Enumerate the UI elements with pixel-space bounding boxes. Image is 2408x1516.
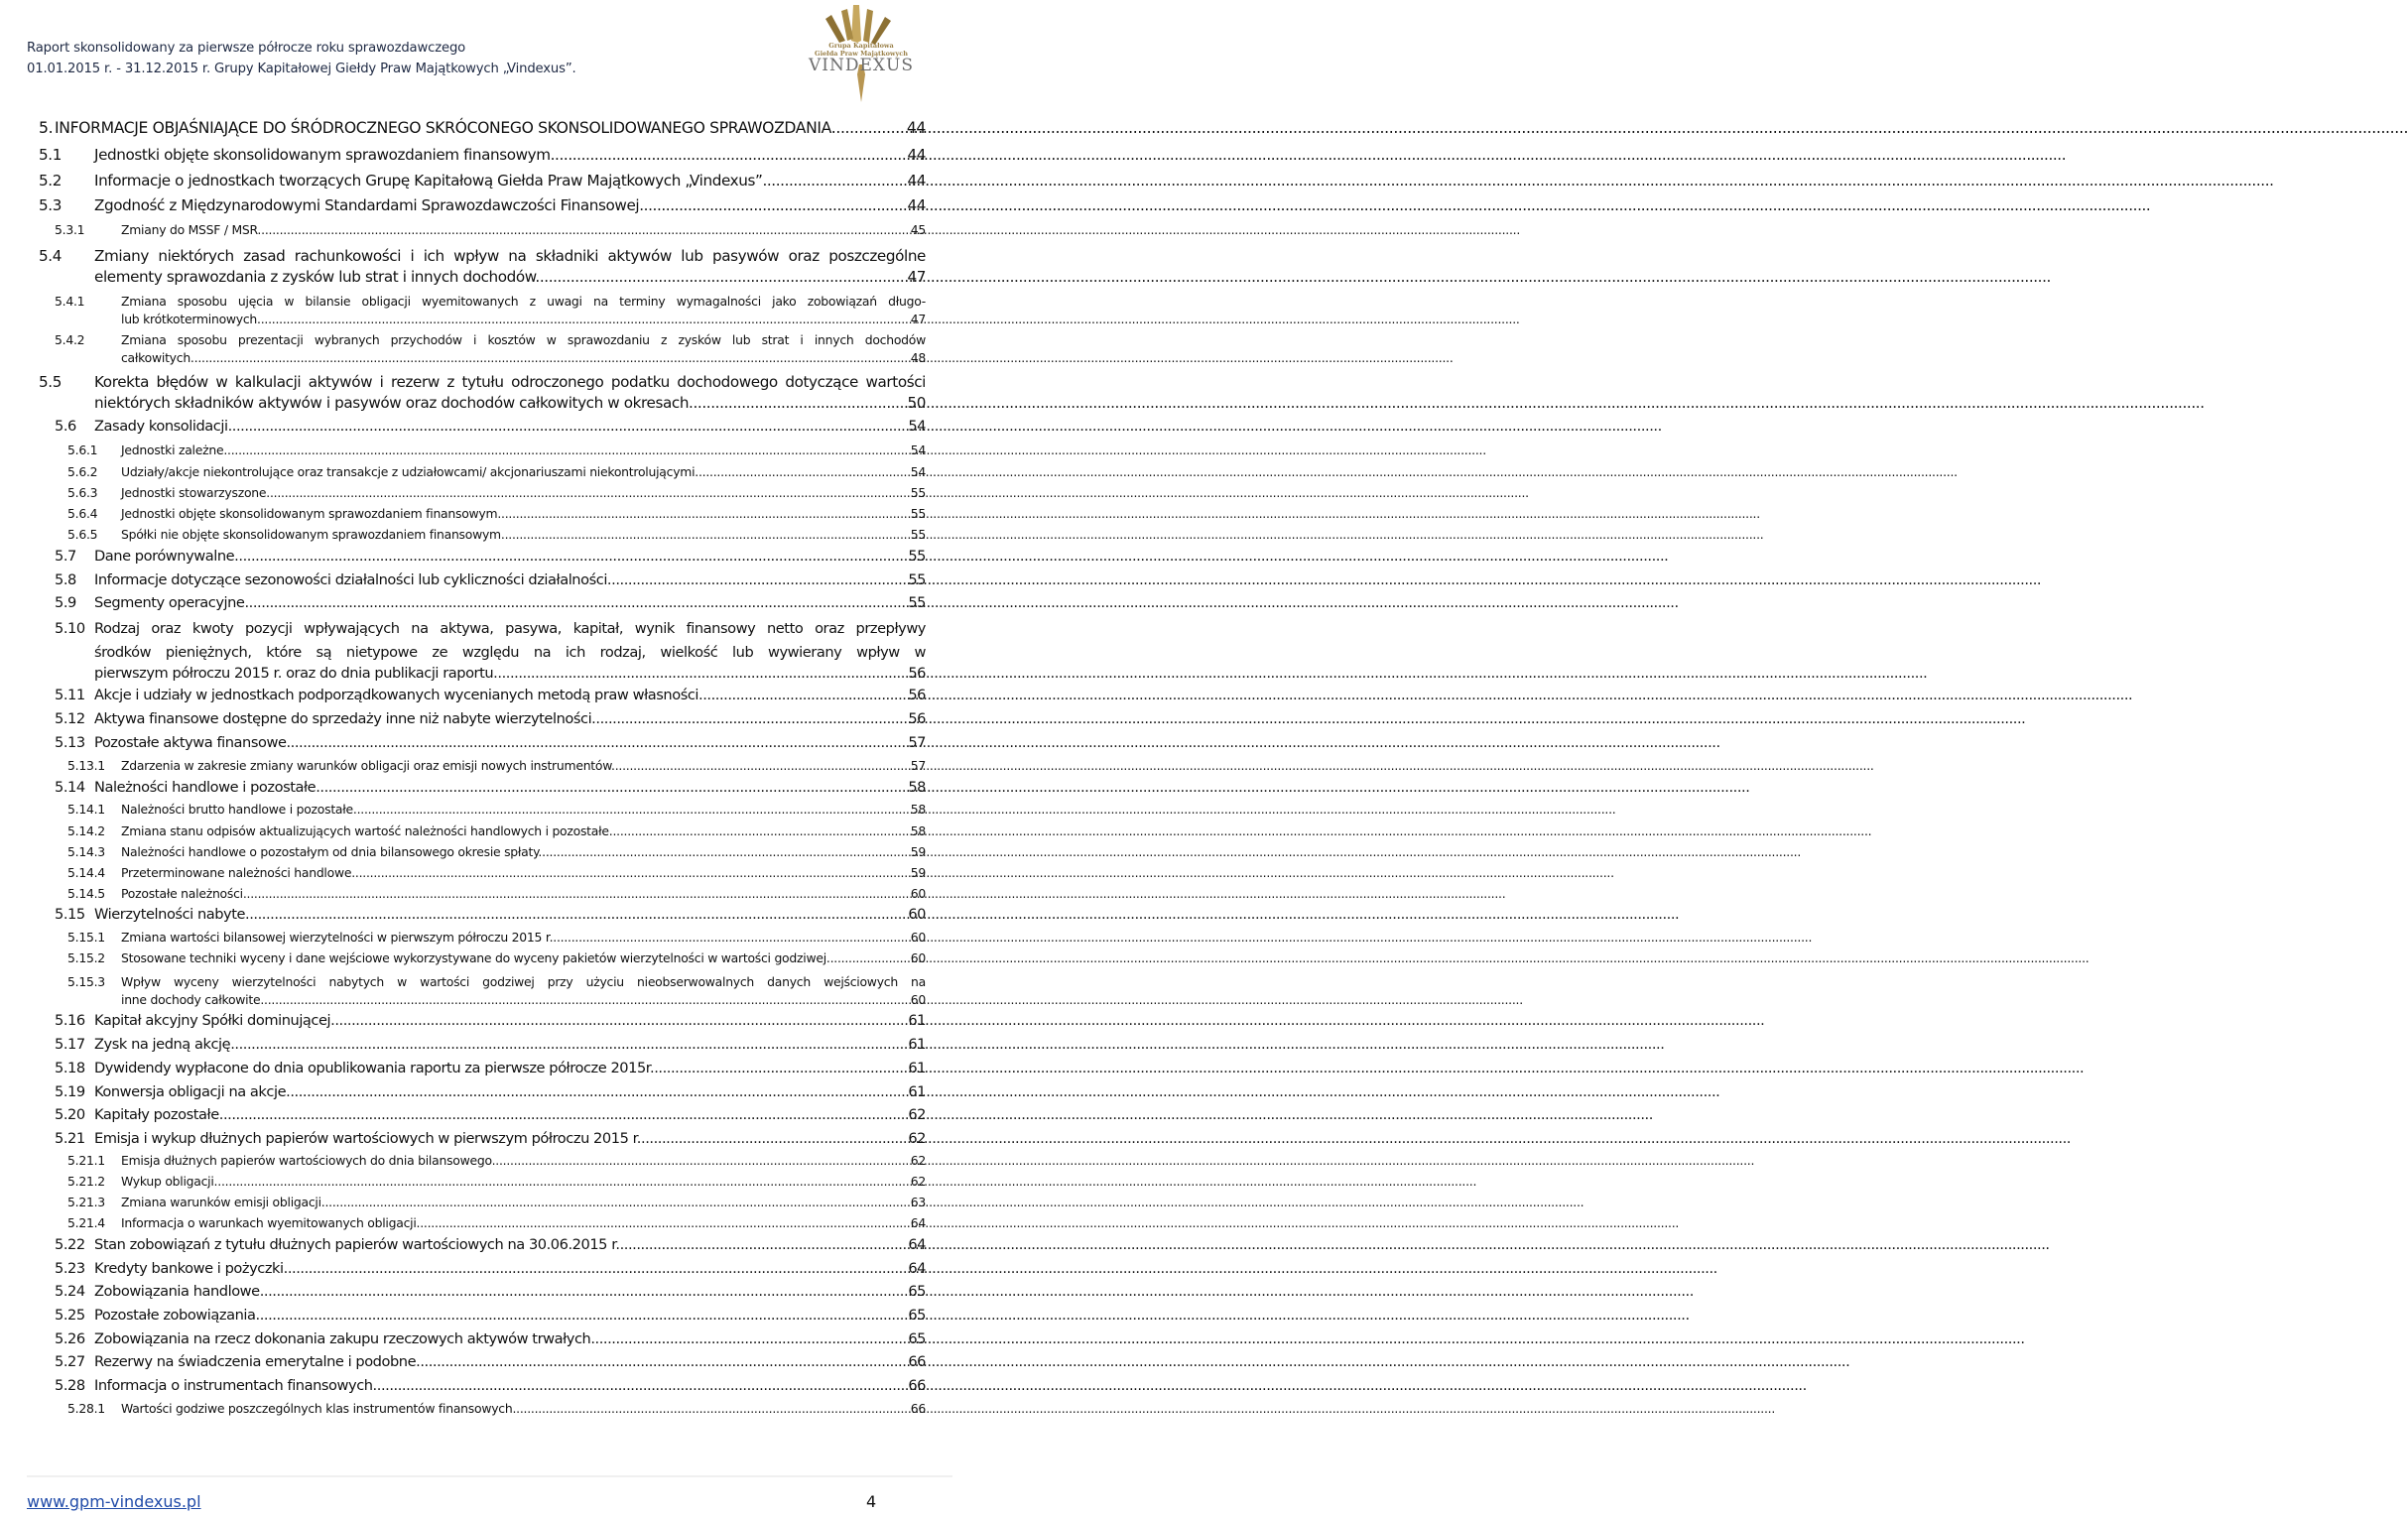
toc-entry[interactable] bbox=[55, 1083, 926, 1100]
toc-title: Wykup obligacji. bbox=[121, 1174, 218, 1189]
toc-number: 5.15.2 bbox=[67, 950, 105, 965]
header-title: Raport skonsolidowany za pierwsze półrocze roku sprawozdawczego bbox=[27, 41, 466, 56]
toc-number: 5.3.1 bbox=[55, 222, 85, 237]
toc-title: Należności handlowe o pozostałym od dnia bilansowego okresie spłaty. bbox=[121, 844, 543, 859]
toc-entry[interactable] bbox=[55, 1377, 926, 1394]
toc-entry[interactable] bbox=[67, 1153, 926, 1168]
toc-number: 5.4.2 bbox=[55, 332, 85, 347]
toc-page: 60 bbox=[910, 886, 926, 901]
toc-title: Pozostałe należności. bbox=[121, 886, 247, 901]
toc-number: 5.13.1 bbox=[67, 758, 105, 773]
toc-number: 5. bbox=[39, 119, 54, 137]
toc-number: 5.19 bbox=[55, 1083, 85, 1100]
toc-entry[interactable] bbox=[67, 886, 926, 901]
toc-page: 54 bbox=[910, 464, 926, 479]
toc-page: 55 bbox=[910, 485, 926, 500]
header-period: 01.01.2015 r. - 31.12.2015 r. Grupy Kapitałowej Giełdy Praw Majątkowych „Vindexus”. bbox=[27, 62, 576, 76]
toc-entry[interactable] bbox=[55, 687, 926, 703]
toc-title: Rezerwy na świadczenia emerytalne i podobne. bbox=[94, 1353, 421, 1370]
toc-title: Kapitał akcyjny Spółki dominującej. bbox=[94, 1012, 335, 1029]
toc-title: Zasady konsolidacji. bbox=[94, 418, 232, 435]
toc-entry[interactable] bbox=[55, 571, 926, 588]
logo-wordmark: VINDEXUS bbox=[809, 56, 914, 75]
toc-title: Dywidendy wypłacone do dnia opublikowania raportu za pierwsze półrocze 2015r. bbox=[94, 1060, 655, 1076]
toc-page: 47 bbox=[907, 268, 926, 286]
toc-page: 66 bbox=[910, 1401, 926, 1416]
toc-page: 58 bbox=[910, 802, 926, 817]
toc-entry[interactable] bbox=[67, 865, 926, 880]
toc-page: 50 bbox=[907, 394, 926, 412]
toc-entry[interactable] bbox=[55, 906, 926, 923]
toc-title: Przeterminowane należności handlowe. bbox=[121, 865, 355, 880]
toc-page: 56 bbox=[908, 710, 926, 727]
toc-title-line: środków pieniężnych, które są nietypowe ze względu na ich rodzaj, wielkość lub wywierany wpływ w bbox=[94, 644, 926, 661]
toc-title: Zmiana warunków emisji obligacji. bbox=[121, 1195, 325, 1209]
toc-number: 5.13 bbox=[55, 734, 85, 751]
toc-entry[interactable] bbox=[55, 779, 926, 796]
toc-number: 5.6.5 bbox=[67, 527, 98, 542]
toc-number: 5.21.4 bbox=[67, 1215, 105, 1230]
toc-page: 44 bbox=[907, 172, 926, 190]
toc-title: Kredyty bankowe i pożyczki. bbox=[94, 1260, 288, 1277]
toc-number: 5.26 bbox=[55, 1330, 85, 1347]
toc-entry[interactable] bbox=[55, 292, 926, 326]
toc-entry[interactable] bbox=[55, 222, 926, 237]
toc-page: 62 bbox=[910, 1174, 926, 1189]
toc-title: Zmiana stanu odpisów aktualizujących wartość należności handlowych i pozostałe. bbox=[121, 823, 613, 838]
toc-number: 5.6.3 bbox=[67, 485, 98, 500]
toc-number: 5.21 bbox=[55, 1130, 85, 1147]
toc-page: 45 bbox=[910, 222, 926, 237]
toc-entry[interactable] bbox=[67, 971, 926, 1007]
toc-entry[interactable] bbox=[39, 172, 926, 190]
toc-number: 5.5 bbox=[39, 373, 62, 391]
page-header bbox=[27, 38, 781, 79]
toc-title-line: Zmiana sposobu prezentacji wybranych przychodów i kosztów w sprawozdaniu z zysków lub strat i innych dochodów bbox=[121, 332, 926, 347]
toc-title: Jednostki objęte skonsolidowanym sprawozdaniem finansowym. bbox=[121, 506, 502, 521]
toc-entry[interactable] bbox=[55, 1236, 926, 1253]
toc-page: 63 bbox=[910, 1195, 926, 1209]
toc-number: 5.27 bbox=[55, 1353, 85, 1370]
toc-number: 5.16 bbox=[55, 1012, 85, 1029]
toc-number: 5.9 bbox=[55, 594, 76, 611]
toc-title: Jednostki stowarzyszone. bbox=[121, 485, 270, 500]
toc-entry[interactable] bbox=[67, 930, 926, 945]
toc-page: 61 bbox=[908, 1083, 926, 1100]
toc-entry[interactable] bbox=[67, 442, 926, 457]
toc-number: 5.6.1 bbox=[67, 442, 98, 457]
toc-entry[interactable] bbox=[67, 1401, 926, 1416]
toc-number: 5.21.3 bbox=[67, 1195, 105, 1209]
toc-entry[interactable] bbox=[55, 1130, 926, 1147]
toc-page: 59 bbox=[910, 865, 926, 880]
toc-number: 5.6.4 bbox=[67, 506, 98, 521]
toc-number: 5.21.1 bbox=[67, 1153, 105, 1168]
toc-entry[interactable] bbox=[67, 823, 926, 838]
toc-page: 58 bbox=[910, 823, 926, 838]
toc-entry[interactable] bbox=[39, 146, 926, 164]
toc-number: 5.23 bbox=[55, 1260, 85, 1277]
toc-title: całkowitych. bbox=[121, 350, 194, 365]
page-number: 4 bbox=[866, 1492, 877, 1511]
toc-title: Kapitały pozostałe. bbox=[94, 1106, 223, 1123]
toc-page: 61 bbox=[908, 1060, 926, 1076]
toc-page: 60 bbox=[910, 992, 926, 1007]
toc-title: elementy sprawozdania z zysków lub strat i innych dochodów. bbox=[94, 268, 540, 286]
toc-number: 5.14.2 bbox=[67, 823, 105, 838]
toc-entry[interactable] bbox=[55, 418, 926, 435]
toc-page: 56 bbox=[908, 665, 926, 682]
toc-number: 5.2 bbox=[39, 172, 62, 190]
toc-entry[interactable] bbox=[67, 802, 926, 817]
toc-title: Wierzytelności nabyte. bbox=[94, 906, 250, 923]
toc-entry[interactable] bbox=[55, 1330, 926, 1347]
toc-number: 5.25 bbox=[55, 1307, 85, 1324]
toc-title: Pozostałe zobowiązania. bbox=[94, 1307, 260, 1324]
toc-entry[interactable] bbox=[55, 1012, 926, 1029]
toc-entry[interactable] bbox=[55, 1060, 926, 1076]
toc-entry[interactable] bbox=[39, 245, 926, 286]
toc-entry[interactable] bbox=[55, 1307, 926, 1324]
toc-number: 5.6.2 bbox=[67, 464, 98, 479]
toc-title-line: Zmiana sposobu ujęcia w bilansie obligacji wyemitowanych z uwagi na terminy wymagalności jako zobowiązań długo- bbox=[121, 294, 926, 309]
toc-title: Należności brutto handlowe i pozostałe. bbox=[121, 802, 357, 817]
toc-title-line: Korekta błędów w kalkulacji aktywów i rezerw z tytułu odroczonego podatku dochodowego dotyczące wartości bbox=[94, 373, 926, 391]
toc-number: 5.4 bbox=[39, 247, 62, 265]
toc-entry[interactable] bbox=[55, 1260, 926, 1277]
toc-page: 55 bbox=[910, 506, 926, 521]
toc-page: 56 bbox=[908, 687, 926, 703]
toc-entry[interactable] bbox=[67, 844, 926, 859]
toc-title: Konwersja obligacji na akcje. bbox=[94, 1083, 291, 1100]
toc-title: Należności handlowe i pozostałe. bbox=[94, 779, 320, 796]
toc-page: 62 bbox=[908, 1106, 926, 1123]
toc-entry[interactable] bbox=[39, 196, 926, 214]
toc-title: Akcje i udziały w jednostkach podporządkowanych wycenianych metodą praw własności. bbox=[94, 687, 703, 703]
toc-entry[interactable] bbox=[55, 734, 926, 751]
toc-number: 5.15.3 bbox=[67, 974, 105, 989]
toc-title: Informacja o warunkach wyemitowanych obligacji. bbox=[121, 1215, 421, 1230]
toc-number: 5.10 bbox=[55, 620, 85, 637]
toc-title: Zdarzenia w zakresie zmiany warunków obligacji oraz emisji nowych instrumentów. bbox=[121, 758, 615, 773]
toc-page: 47 bbox=[910, 312, 926, 326]
toc-number: 5.11 bbox=[55, 687, 85, 703]
toc-title: Stan zobowiązań z tytułu dłużnych papierów wartościowych na 30.06.2015 r. bbox=[94, 1236, 620, 1253]
toc-number: 5.17 bbox=[55, 1036, 85, 1053]
toc-number: 5.15.1 bbox=[67, 930, 105, 945]
toc-page: 54 bbox=[910, 442, 926, 457]
toc-page: 64 bbox=[908, 1260, 926, 1277]
toc-entry[interactable] bbox=[55, 1036, 926, 1053]
toc-title: Aktywa finansowe dostępne do sprzedaży inne niż nabyte wierzytelności. bbox=[94, 710, 596, 727]
toc-page: 61 bbox=[908, 1036, 926, 1053]
toc-page: 55 bbox=[908, 594, 926, 611]
toc-title: Informacje o jednostkach tworzących Grupę Kapitałową Giełda Praw Majątkowych „Vindexus” bbox=[94, 172, 763, 190]
toc-title: pierwszym półroczu 2015 r. oraz do dnia publikacji raportu. bbox=[94, 665, 498, 682]
toc-title: INFORMACJE OBJAŚNIAJĄCE DO ŚRÓDROCZNEGO SKRÓCONEGO SKONSOLIDOWANEGO SPRAWOZDANIA. bbox=[55, 119, 836, 137]
toc-page: 57 bbox=[910, 758, 926, 773]
toc-number: 5.14.5 bbox=[67, 886, 105, 901]
toc-number: 5.15 bbox=[55, 906, 85, 923]
toc-page: 57 bbox=[908, 734, 926, 751]
toc-title-line: Rodzaj oraz kwoty pozycji wpływających na aktywa, pasywa, kapitał, wynik finansowy netto oraz przepływy bbox=[94, 620, 926, 637]
toc-entry[interactable] bbox=[55, 1353, 926, 1370]
toc-entry[interactable] bbox=[55, 594, 926, 611]
toc-title: Wartości godziwe poszczególnych klas instrumentów finansowych. bbox=[121, 1401, 517, 1416]
toc-entry[interactable] bbox=[67, 485, 926, 500]
toc-number: 5.24 bbox=[55, 1283, 85, 1300]
toc-title-line: Wpływ wyceny wierzytelności nabytych w wartości godziwej przy użyciu nieobserwowalnych danych wejściowych na bbox=[121, 974, 926, 989]
toc-entry[interactable] bbox=[67, 506, 926, 521]
toc-number: 5.14.1 bbox=[67, 802, 105, 817]
toc-page: 66 bbox=[908, 1377, 926, 1394]
toc-page: 44 bbox=[907, 196, 926, 214]
toc-title: Pozostałe aktywa finansowe. bbox=[94, 734, 291, 751]
toc-entry[interactable] bbox=[55, 330, 926, 365]
toc-number: 5.12 bbox=[55, 710, 85, 727]
toc-title: Emisja i wykup dłużnych papierów wartościowych w pierwszym półroczu 2015 r. bbox=[94, 1130, 641, 1147]
toc-entry[interactable] bbox=[67, 464, 926, 479]
toc-page: 55 bbox=[910, 527, 926, 542]
toc-page: 44 bbox=[906, 119, 926, 137]
toc-title: Zgodność z Międzynarodowymi Standardami Sprawozdawczości Finansowej bbox=[94, 196, 640, 214]
toc-title: Jednostki zależne. bbox=[121, 442, 228, 457]
toc-title: inne dochody całkowite. bbox=[121, 992, 265, 1007]
toc-title: Jednostki objęte skonsolidowanym sprawozdaniem finansowym. bbox=[94, 146, 556, 164]
toc-entry[interactable] bbox=[67, 527, 926, 542]
toc-entry[interactable] bbox=[67, 950, 926, 965]
toc-page: 60 bbox=[908, 906, 926, 923]
toc-page: 64 bbox=[910, 1215, 926, 1230]
toc-title: lub krótkoterminowych. bbox=[121, 312, 261, 326]
toc-entry[interactable] bbox=[67, 1215, 926, 1230]
toc-number: 5.8 bbox=[55, 571, 76, 588]
toc-page: 64 bbox=[908, 1236, 926, 1253]
footer-website-link[interactable]: www.gpm-vindexus.pl bbox=[27, 1492, 201, 1511]
toc-number: 5.14 bbox=[55, 779, 85, 796]
toc-entry[interactable] bbox=[67, 1195, 926, 1209]
toc-title: Udziały/akcje niekontrolujące oraz transakcje z udziałowcami/ akcjonariuszami niekontrolującymi. bbox=[121, 464, 698, 479]
toc-entry[interactable] bbox=[55, 548, 926, 565]
toc-page: 55 bbox=[908, 548, 926, 565]
toc-title: niektórych składników aktywów i pasywów oraz dochodów całkowitych w okresach. bbox=[94, 394, 694, 412]
toc-title-line: Zmiany niektórych zasad rachunkowości i ich wpływ na składniki aktywów lub pasywów oraz poszczególne bbox=[94, 247, 926, 265]
logo-caption: Grupa Kapitałowa Giełda Praw Majątkowych bbox=[815, 42, 908, 58]
toc-number: 5.14.4 bbox=[67, 865, 105, 880]
toc-entry[interactable] bbox=[39, 370, 926, 412]
toc-page: 61 bbox=[908, 1012, 926, 1029]
toc-title: Zysk na jedną akcję. bbox=[94, 1036, 235, 1053]
toc-title: Zobowiązania na rzecz dokonania zakupu rzeczowych aktywów trwałych. bbox=[94, 1330, 595, 1347]
toc-title: Zmiany do MSSF / MSR. bbox=[121, 222, 262, 237]
toc-number: 5.3 bbox=[39, 196, 62, 214]
toc-number: 5.22 bbox=[55, 1236, 85, 1253]
toc-entry[interactable] bbox=[55, 617, 926, 682]
toc-number: 5.1 bbox=[39, 146, 62, 164]
toc-page: 58 bbox=[908, 779, 926, 796]
toc-number: 5.21.2 bbox=[67, 1174, 105, 1189]
toc-page: 65 bbox=[908, 1330, 926, 1347]
toc-page: 60 bbox=[910, 950, 926, 965]
toc-title: Informacje dotyczące sezonowości działalności lub cykliczności działalności. bbox=[94, 571, 612, 588]
toc-title: Informacja o instrumentach finansowych. bbox=[94, 1377, 377, 1394]
footer-divider bbox=[27, 1475, 952, 1477]
toc-entry[interactable] bbox=[67, 1174, 926, 1189]
toc-entry[interactable] bbox=[55, 1283, 926, 1300]
toc-number: 5.14.3 bbox=[67, 844, 105, 859]
toc-page: 62 bbox=[908, 1130, 926, 1147]
toc-page: 54 bbox=[908, 418, 926, 435]
toc-entry[interactable] bbox=[55, 710, 926, 727]
toc-page: 59 bbox=[910, 844, 926, 859]
toc-title: Segmenty operacyjne. bbox=[94, 594, 249, 611]
toc-title: Zobowiązania handlowe. bbox=[94, 1283, 264, 1300]
toc-title: Dane porównywalne. bbox=[94, 548, 239, 565]
toc-title: Spółki nie objęte skonsolidowanym sprawozdaniem finansowym. bbox=[121, 527, 505, 542]
toc-number: 5.18 bbox=[55, 1060, 85, 1076]
toc-number: 5.7 bbox=[55, 548, 76, 565]
toc-page: 65 bbox=[908, 1307, 926, 1324]
toc-title: Zmiana wartości bilansowej wierzytelności w pierwszym półroczu 2015 r. bbox=[121, 930, 554, 945]
toc-page: 60 bbox=[910, 930, 926, 945]
toc-page: 55 bbox=[908, 571, 926, 588]
toc-number: 5.4.1 bbox=[55, 294, 85, 309]
toc-number: 5.28 bbox=[55, 1377, 85, 1394]
toc-page: 48 bbox=[910, 350, 926, 365]
toc-entry[interactable] bbox=[39, 119, 926, 137]
toc-number: 5.28.1 bbox=[67, 1401, 105, 1416]
toc-entry[interactable] bbox=[67, 758, 926, 773]
toc-title: Stosowane techniki wyceny i dane wejściowe wykorzystywane do wyceny pakietów wierzytelności w wartości godziwej. bbox=[121, 950, 830, 965]
toc-page: 66 bbox=[908, 1353, 926, 1370]
toc-page: 65 bbox=[908, 1283, 926, 1300]
toc-number: 5.6 bbox=[55, 418, 76, 435]
toc-entry[interactable] bbox=[55, 1106, 926, 1123]
toc-page: 44 bbox=[907, 146, 926, 164]
toc-page: 62 bbox=[910, 1153, 926, 1168]
toc-number: 5.20 bbox=[55, 1106, 85, 1123]
toc-title: Emisja dłużnych papierów wartościowych do dnia bilansowego. bbox=[121, 1153, 496, 1168]
